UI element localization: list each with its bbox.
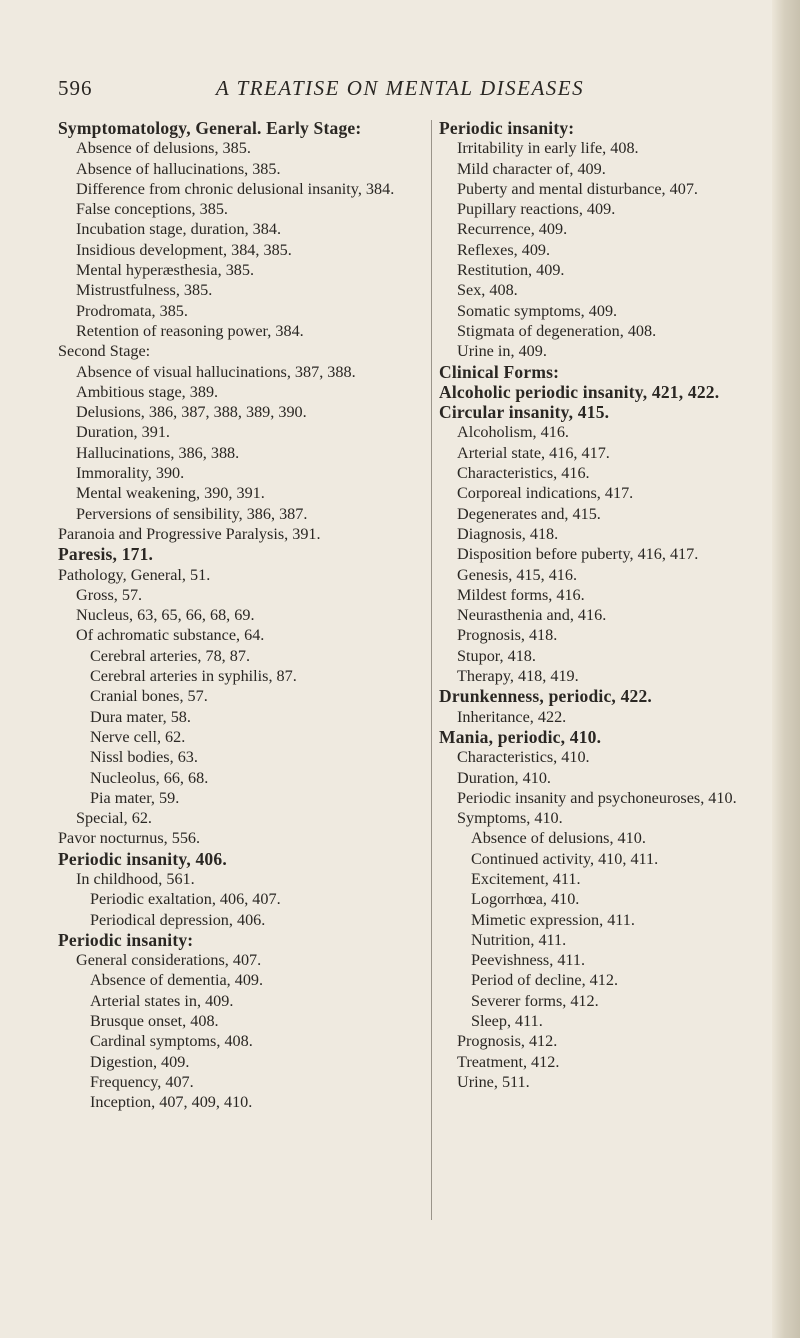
- index-entry: Alcoholic periodic insanity, 421, 422.: [439, 381, 720, 402]
- index-entry: False conceptions, 385.: [76, 200, 228, 219]
- index-entry: Neurasthenia and, 416.: [457, 606, 607, 625]
- index-entry: Treatment, 412.: [457, 1052, 560, 1071]
- index-entry: Second Stage:: [58, 342, 151, 361]
- index-entry: Absence of delusions, 385.: [76, 139, 251, 158]
- index-entry: Circular insanity, 415.: [439, 402, 610, 423]
- index-entry: Insidious development, 384, 385.: [76, 240, 292, 259]
- index-entry: Period of decline, 412.: [471, 971, 618, 990]
- index-entry: Mental hyperæsthesia, 385.: [76, 261, 255, 280]
- index-entry: Brusque onset, 408.: [90, 1012, 219, 1031]
- index-entry: Cardinal symptoms, 408.: [90, 1032, 253, 1051]
- index-entry: Frequency, 407.: [90, 1072, 194, 1091]
- index-entry: General considerations, 407.: [76, 951, 262, 970]
- index-entry: Prognosis, 418.: [457, 626, 558, 645]
- index-entry: Somatic symptoms, 409.: [457, 301, 618, 320]
- index-entry: Recurrence, 409.: [457, 220, 568, 239]
- index-entry: Mimetic expression, 411.: [471, 910, 635, 929]
- index-entry: Mistrustfulness, 385.: [76, 281, 213, 300]
- index-entry: Inheritance, 422.: [457, 707, 567, 726]
- page-number: 596: [58, 76, 93, 100]
- index-entry: Therapy, 418, 419.: [457, 667, 579, 686]
- index-entry: Symptoms, 410.: [457, 809, 563, 828]
- index-entry: Periodical depression, 406.: [90, 910, 266, 929]
- index-entry: Restitution, 409.: [457, 261, 565, 280]
- index-entry: Clinical Forms:: [439, 361, 560, 382]
- index-entry: Reflexes, 409.: [457, 240, 551, 259]
- index-entry: Gross, 57.: [76, 585, 143, 604]
- index-entry: Incubation stage, duration, 384.: [76, 220, 281, 239]
- index-entry: Cerebral arteries in syphilis, 87.: [90, 667, 297, 686]
- index-entry: Special, 62.: [76, 809, 152, 828]
- index-entry: Inception, 407, 409, 410.: [90, 1093, 253, 1112]
- index-entry: Logorrhœa, 410.: [471, 890, 580, 909]
- index-entry: Paresis, 171.: [58, 544, 154, 565]
- index-entry: Perversions of sensibility, 386, 387.: [76, 504, 308, 523]
- running-title: A TREATISE ON MENTAL DISEASES: [215, 76, 585, 100]
- index-entry: Mania, periodic, 410.: [439, 726, 602, 747]
- index-entry: Diagnosis, 418.: [457, 524, 559, 543]
- index-entry: Retention of reasoning power, 384.: [76, 321, 304, 340]
- index-entry: Nucleus, 63, 65, 66, 68, 69.: [76, 606, 255, 625]
- index-entry: Urine, 511.: [457, 1072, 530, 1091]
- index-entry: Nucleolus, 66, 68.: [90, 768, 209, 787]
- index-entry: Paranoia and Progressive Paralysis, 391.: [58, 524, 321, 543]
- index-entry: Cerebral arteries, 78, 87.: [90, 646, 251, 665]
- index-entry: Mild character of, 409.: [457, 159, 606, 178]
- index-entry: Arterial state, 416, 417.: [457, 443, 610, 462]
- index-entry: Periodic insanity:: [439, 118, 575, 138]
- index-entry: Dura mater, 58.: [90, 707, 191, 726]
- index-entry: Degenerates and, 415.: [457, 504, 601, 523]
- index-entry: Disposition before puberty, 416, 417.: [457, 545, 699, 564]
- index-entry: Absence of visual hallucinations, 387, 388.: [76, 362, 356, 381]
- index-entry: Stupor, 418.: [457, 646, 536, 665]
- index-entry: Pavor nocturnus, 556.: [58, 829, 201, 848]
- index-entry: Duration, 391.: [76, 423, 170, 442]
- index-entry: Characteristics, 416.: [457, 464, 590, 483]
- index-entry: Periodic insanity, 406.: [58, 848, 227, 869]
- index-entry: Sleep, 411.: [471, 1012, 543, 1031]
- index-entry: Prodromata, 385.: [76, 301, 188, 320]
- index-entry: Cranial bones, 57.: [90, 687, 208, 706]
- index-entry: Stigmata of degeneration, 408.: [457, 321, 657, 340]
- index-entry: Pia mater, 59.: [90, 788, 180, 807]
- index-column-right: [439, 118, 784, 1092]
- index-entry: Difference from chronic delusional insanity, 384.: [76, 179, 395, 198]
- index-entry: Absence of hallucinations, 385.: [76, 159, 281, 178]
- index-entry: Continued activity, 410, 411.: [471, 849, 659, 868]
- index-entry: Characteristics, 410.: [457, 748, 590, 767]
- index-entry: Corporeal indications, 417.: [457, 484, 634, 503]
- index-entry: Drunkenness, periodic, 422.: [439, 686, 652, 707]
- index-entry: Mildest forms, 416.: [457, 585, 585, 604]
- index-entry: Irritability in early life, 408.: [457, 139, 639, 158]
- index-entry: Nissl bodies, 63.: [90, 748, 198, 767]
- index-entry: Urine in, 409.: [457, 342, 547, 361]
- index-entry: Pupillary reactions, 409.: [457, 200, 616, 219]
- index-entry: Peevishness, 411.: [471, 951, 586, 970]
- index-entry: Nerve cell, 62.: [90, 727, 186, 746]
- index-entry: Excitement, 411.: [471, 869, 581, 888]
- index-entry: Arterial states in, 409.: [90, 991, 234, 1010]
- page-header: [0, 76, 800, 106]
- index-entry: Periodic insanity:: [58, 929, 194, 950]
- index-entry: Mental weakening, 390, 391.: [76, 484, 265, 503]
- index-entry: Digestion, 409.: [90, 1052, 190, 1071]
- index-entry: Hallucinations, 386, 388.: [76, 443, 240, 462]
- index-column-left: [58, 118, 430, 1113]
- column-divider: [431, 120, 432, 1220]
- index-entry: Periodic exaltation, 406, 407.: [90, 890, 281, 909]
- index-entry: Ambitious stage, 389.: [76, 382, 219, 401]
- index-entry: Alcoholism, 416.: [457, 423, 569, 442]
- index-entry: Of achromatic substance, 64.: [76, 626, 265, 645]
- index-entry: Severer forms, 412.: [471, 991, 599, 1010]
- index-entry: Symptomatology, General. Early Stage:: [58, 118, 362, 138]
- index-entry: In childhood, 561.: [76, 869, 195, 888]
- index-entry: Pathology, General, 51.: [58, 565, 211, 584]
- index-entry: Duration, 410.: [457, 768, 551, 787]
- index-entry: Prognosis, 412.: [457, 1032, 558, 1051]
- index-entry: Genesis, 415, 416.: [457, 565, 578, 584]
- index-entry: Immorality, 390.: [76, 464, 185, 483]
- index-entry: Sex, 408.: [457, 281, 518, 300]
- index-entry: Absence of delusions, 410.: [471, 829, 646, 848]
- index-entry: Periodic insanity and psychoneuroses, 410.: [457, 788, 737, 807]
- index-entry: Delusions, 386, 387, 388, 389, 390.: [76, 403, 307, 422]
- index-entry: Nutrition, 411.: [471, 930, 567, 949]
- index-entry: Puberty and mental disturbance, 407.: [457, 179, 698, 198]
- index-entry: Absence of dementia, 409.: [90, 971, 264, 990]
